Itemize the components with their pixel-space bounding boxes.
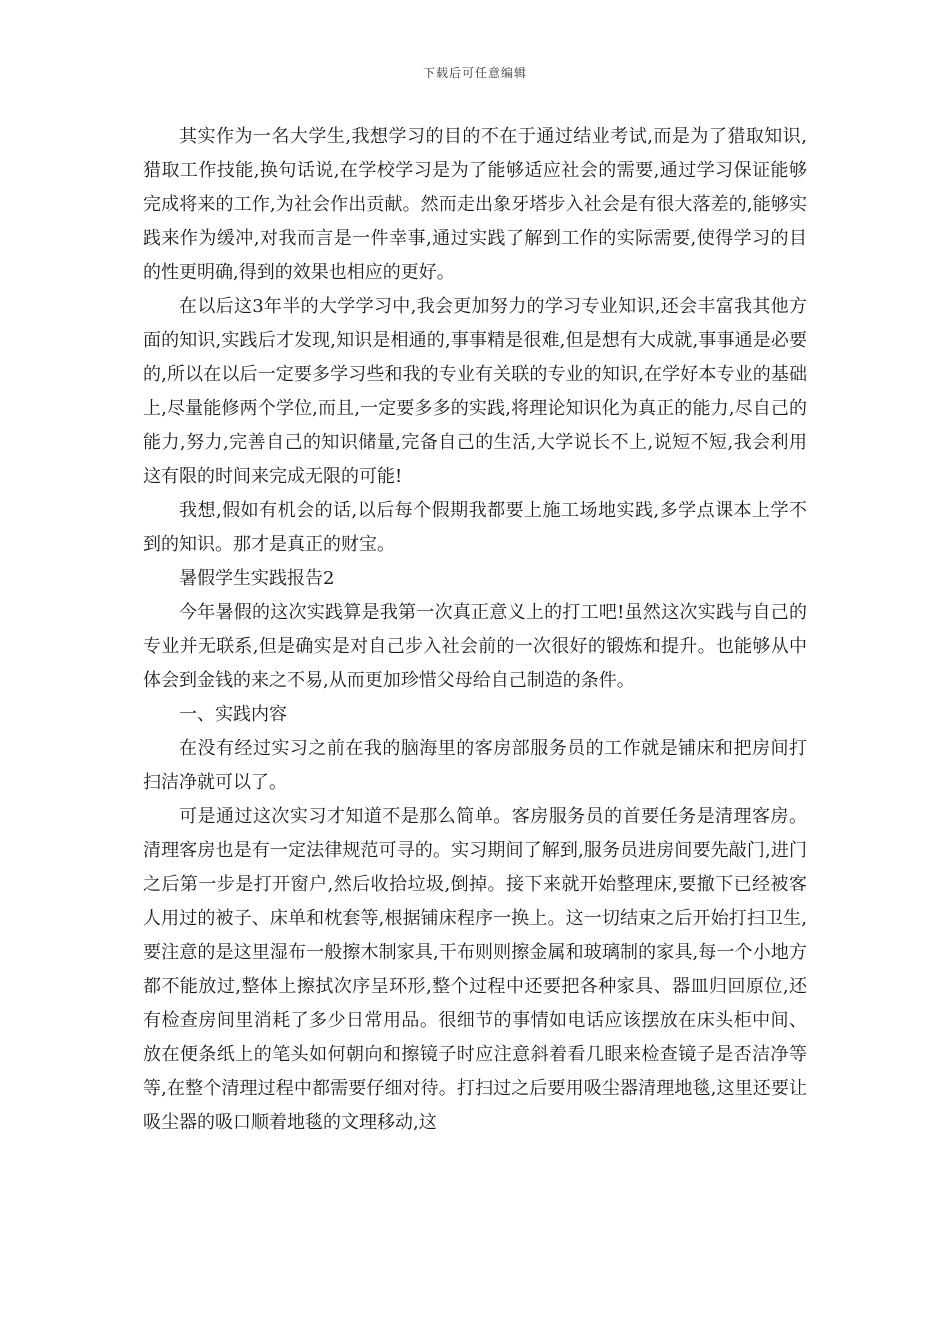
paragraph: 在没有经过实习之前在我的脑海里的客房部服务员的工作就是铺床和把房间打扫洁净就可以了。 xyxy=(143,738,807,793)
paragraph: 今年暑假的这次实践算是我第一次真正意义上的打工吧!虽然这次实践与自己的专业并无联系,但是确实是对自己步入社会前的一次很好的锻炼和提升。也能够从中体会到金钱的来之不易,从而更加珍惜父母给自己制造的条件。 xyxy=(143,602,807,691)
paragraph: 可是通过这次实习才知道不是那么简单。客房服务员的首要任务是清理客房。清理客房也是有一定法律规范可寻的。实习期间了解到,服务员进房间要先敲门,进门之后第一步是打开窗户,然后收拾垃圾,倒掉。接下来就开始整理床,要撤下已经被客人用过的被子、床单和枕套等,根据铺床程序一换上。这一切结束之后开始打扫卫生,要注意的是这里湿布一般擦木制家具,干布则则擦金属和玻璃制的家具,每一个小地方都不能放过,整体上擦拭次序呈环形,整个过程中还要把各种家具、器皿归回原位,还有检查房间里消耗了多少日常用品。很细节的事情如电话应该摆放在床头柜中间、放在便条纸上的笔头如何朝向和擦镜子时应注意斜着看几眼来检查镜子是否洁净等等,在整个清理过程中都需要仔细对待。打扫过之后要用吸尘器清理地毯,这里还要让吸尘器的吸口顺着地毯的文理移动,这 xyxy=(143,806,807,1133)
paragraph: 其实作为一名大学生,我想学习的目的不在于通过结业考试,而是为了猎取知识,猎取工作技能,换句话说,在学校学习是为了能够适应社会的需要,通过学习保证能够完成将来的工作,为社会作出贡献。然而走出象牙塔步入社会是有很大落差的,能够实践来作为缓冲,对我而言是一件幸事,通过实践了解到工作的实际需要,使得学习的目的性更明确,得到的效果也相应的更好。 xyxy=(143,126,807,283)
paragraph: 我想,假如有机会的话,以后每个假期我都要上施工场地实践,多学点课本上学不到的知识。那才是真正的财宝。 xyxy=(143,500,807,555)
document-body xyxy=(143,120,807,1140)
section-heading: 一、实践内容 xyxy=(179,704,287,725)
paragraph: 在以后这3年半的大学学习中,我会更加努力的学习专业知识,还会丰富我其他方面的知识,实践后才发现,知识是相通的,事事精是很难,但是想有大成就,事事通是必要的,所以在以后一定要多学习些和我的专业有关联的专业的知识,在学好本专业的基础上,尽量能修两个学位,而且,一定要多多的实践,将理论知识化为真正的能力,尽自己的能力,努力,完善自己的知识储量,完备自己的生活,大学说长不上,说短不短,我会利用这有限的时间来完成无限的可能! xyxy=(143,296,807,487)
section-title: 暑假学生实践报告2 xyxy=(179,568,335,589)
page-header: 下载后可任意编辑 xyxy=(422,66,527,80)
